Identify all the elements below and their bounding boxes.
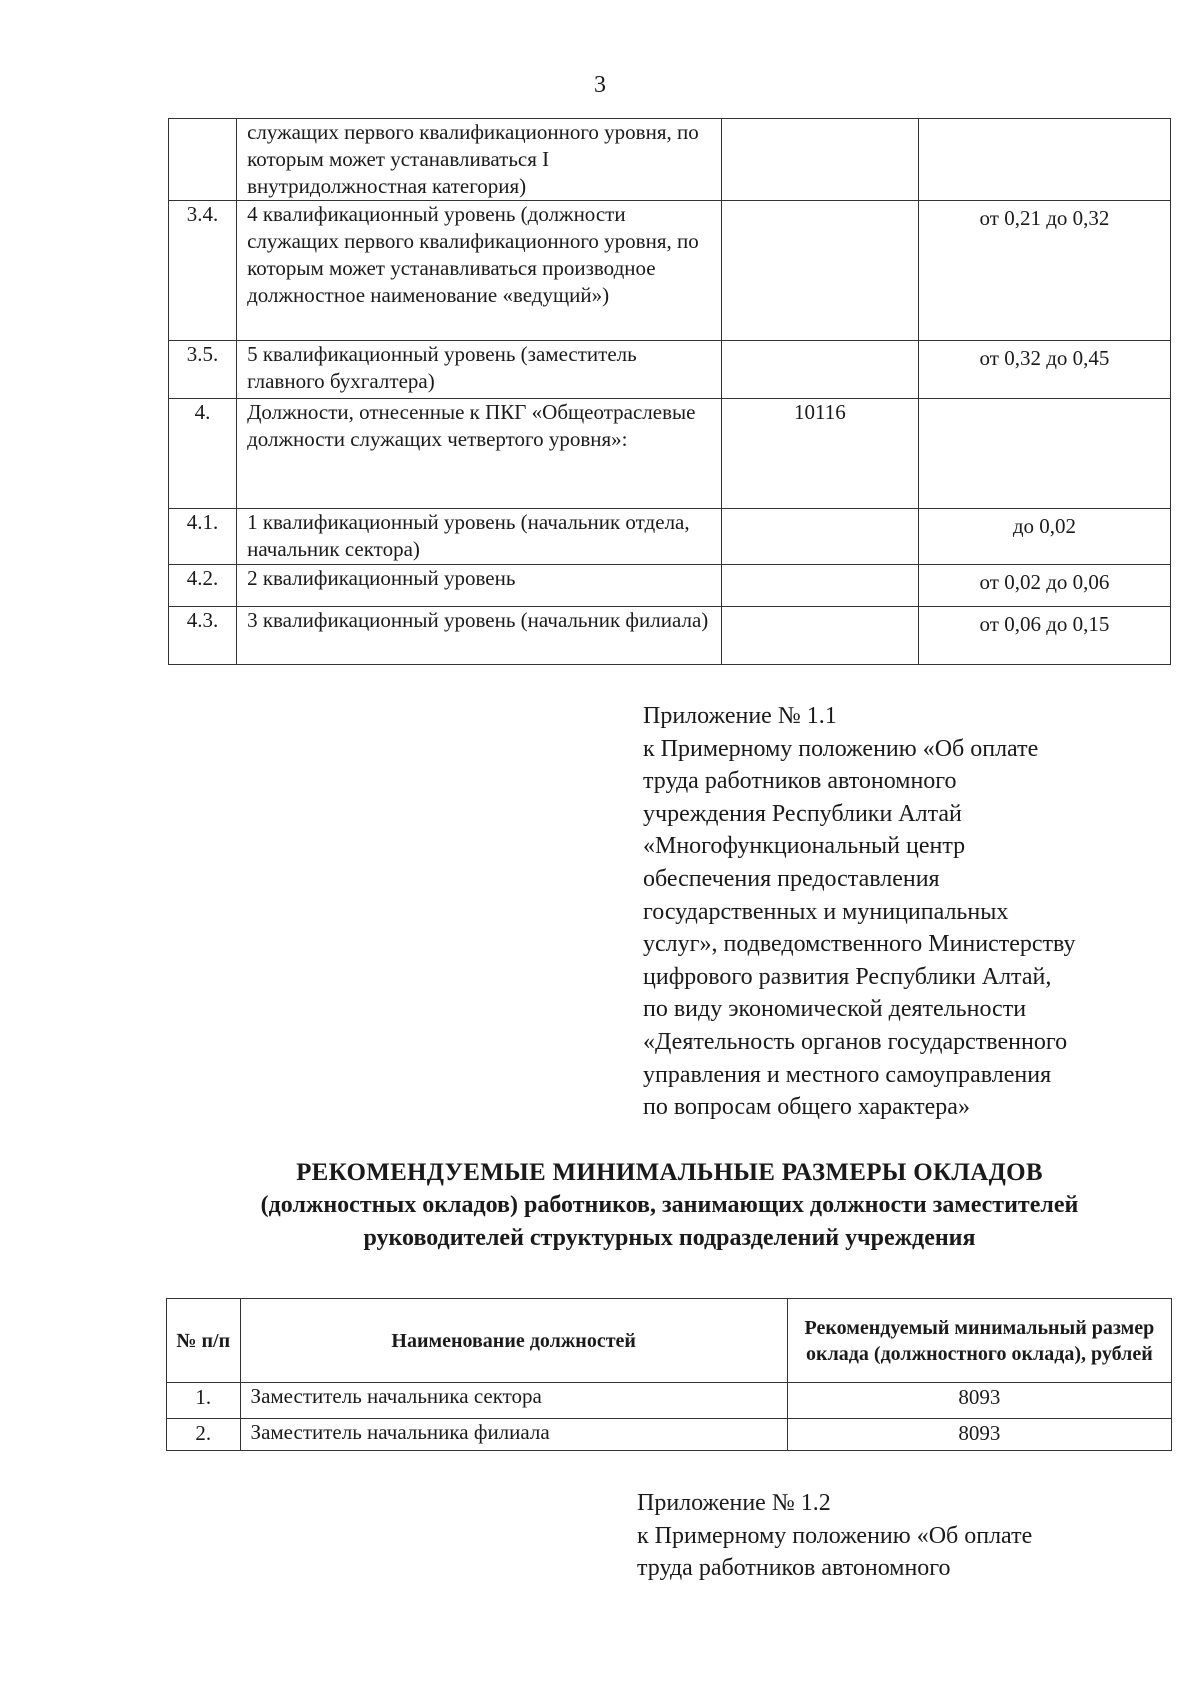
table-row xyxy=(169,607,1171,665)
page-number: 3 xyxy=(594,72,606,98)
appendix-line: по вопросам общего характера» xyxy=(643,1094,970,1121)
appendix-line: обеспечения предоставления xyxy=(643,865,940,892)
table-row xyxy=(167,1419,1172,1451)
row-number: 2. xyxy=(167,1419,241,1451)
heading-line: РЕКОМЕНДУЕМЫЕ МИНИМАЛЬНЫЕ РАЗМЕРЫ ОКЛАДОВ xyxy=(296,1159,1043,1186)
position-name: 2 квалификационный уровень xyxy=(237,565,722,607)
coefficient xyxy=(918,119,1170,201)
appendix-line: по виду экономической деятельности xyxy=(643,996,1027,1023)
coefficient: от 0,21 до 0,32 xyxy=(918,201,1170,341)
position-name: 3 квалификационный уровень (начальник филиала) xyxy=(237,607,722,665)
appendix-line: учреждения Республики Алтай xyxy=(643,800,962,827)
coefficients-table xyxy=(168,118,1171,665)
heading-line: руководителей структурных подразделений учреждения xyxy=(363,1225,976,1251)
appendix-line: Приложение № 1.1 xyxy=(643,703,837,729)
appendix-line: услуг», подведомственного Министерству xyxy=(643,931,1076,958)
position-name: служащих первого квалификационного уровня, по которым может устанавливаться I внутридолжностная категория) xyxy=(237,119,722,201)
appendix-line: управления и местного самоуправления xyxy=(643,1061,1052,1088)
table-row xyxy=(169,509,1171,565)
table-header-row xyxy=(167,1299,1172,1383)
table-row xyxy=(169,201,1171,341)
appendix-line: государственных и муниципальных xyxy=(643,898,1009,925)
salary-table xyxy=(166,1298,1172,1451)
header-salary: Рекомендуемый минимальный размер оклада (должностного оклада), рублей xyxy=(787,1299,1171,1383)
position-name: 5 квалификационный уровень (заместитель главного бухгалтера) xyxy=(237,341,722,399)
coefficient: от 0,02 до 0,06 xyxy=(918,565,1170,607)
table-row xyxy=(169,565,1171,607)
row-number: 1. xyxy=(167,1383,241,1419)
appendix-line: «Многофункциональный центр xyxy=(643,833,966,860)
row-number: 3.5. xyxy=(169,341,237,399)
header-position: Наименование должностей xyxy=(240,1299,787,1383)
group-code: 10116 xyxy=(721,399,918,509)
appendix-line: труда работников автономного xyxy=(643,768,957,795)
table-row xyxy=(169,119,1171,201)
position-name: Заместитель начальника филиала xyxy=(240,1419,787,1451)
group-code xyxy=(721,341,918,399)
salary-value: 8093 xyxy=(787,1383,1171,1419)
coefficient: до 0,02 xyxy=(918,509,1170,565)
appendix-line: труда работников автономного xyxy=(637,1555,951,1582)
table-row xyxy=(167,1383,1172,1419)
appendix-line: к Примерному положению «Об оплате xyxy=(637,1522,1033,1549)
group-code xyxy=(721,607,918,665)
appendix-line: цифрового развития Республики Алтай, xyxy=(643,963,1052,990)
group-code xyxy=(721,119,918,201)
table-row xyxy=(169,341,1171,399)
row-number: 4.3. xyxy=(169,607,237,665)
appendix-line: «Деятельность органов государственного xyxy=(643,1028,1068,1055)
appendix-1-1-note xyxy=(643,700,1183,1124)
row-number xyxy=(169,119,237,201)
coefficient xyxy=(918,399,1170,509)
coefficient: от 0,32 до 0,45 xyxy=(918,341,1170,399)
header-number: № п/п xyxy=(167,1299,241,1383)
appendix-line: к Примерному положению «Об оплате xyxy=(643,735,1039,762)
group-code xyxy=(721,565,918,607)
position-name: Заместитель начальника сектора xyxy=(240,1383,787,1419)
position-name: Должности, отнесенные к ПКГ «Общеотраслевые должности служащих четвертого уровня»: xyxy=(237,399,722,509)
coefficient: от 0,06 до 0,15 xyxy=(918,607,1170,665)
salary-value: 8093 xyxy=(787,1419,1171,1451)
position-name: 1 квалификационный уровень (начальник отдела, начальник сектора) xyxy=(237,509,722,565)
row-number: 3.4. xyxy=(169,201,237,341)
row-number: 4. xyxy=(169,399,237,509)
table-row xyxy=(169,399,1171,509)
appendix-line: Приложение № 1.2 xyxy=(637,1490,831,1516)
section-heading xyxy=(168,1156,1171,1255)
row-number: 4.1. xyxy=(169,509,237,565)
group-code xyxy=(721,509,918,565)
heading-line: (должностных окладов) работников, занимающих должности заместителей xyxy=(260,1192,1079,1218)
group-code xyxy=(721,201,918,341)
position-name: 4 квалификационный уровень (должности служащих первого квалификационного уровня, по которым может устанавливаться производное должностное наименование «ведущий») xyxy=(237,201,722,341)
row-number: 4.2. xyxy=(169,565,237,607)
appendix-1-2-note xyxy=(637,1487,1177,1585)
